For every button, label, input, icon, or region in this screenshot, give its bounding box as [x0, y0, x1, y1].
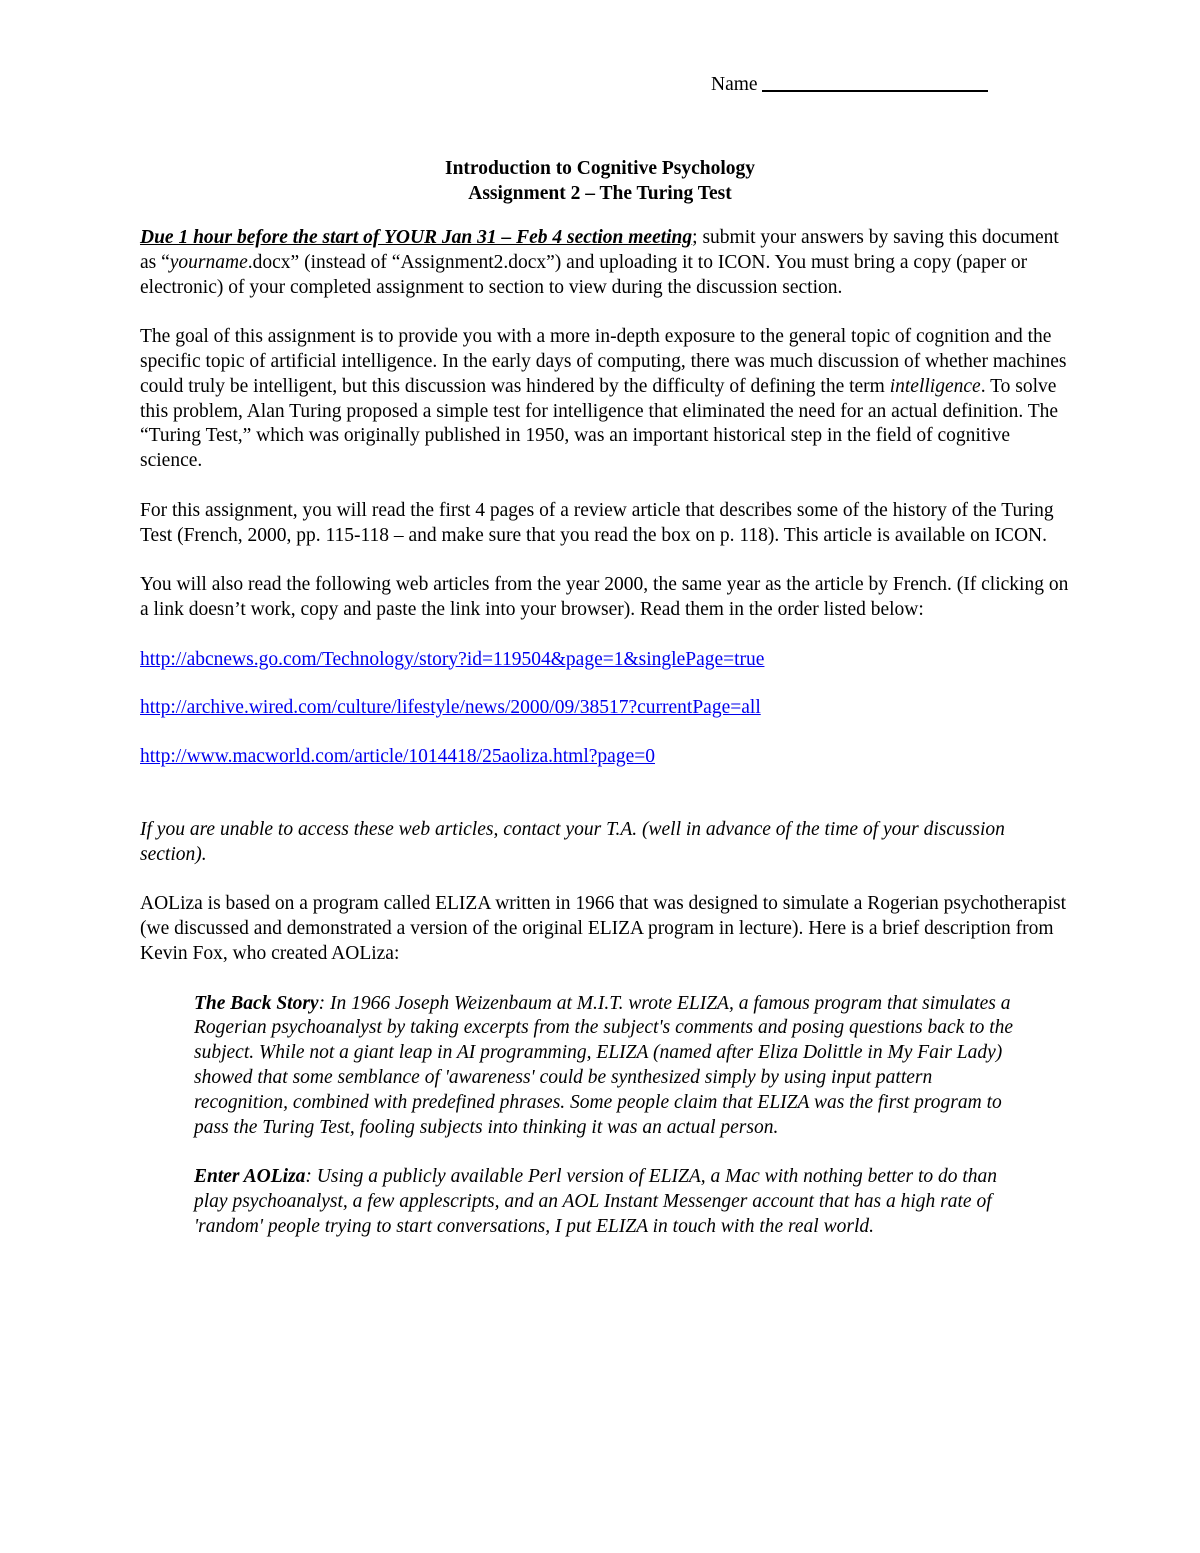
- due-date-text: Due 1 hour before the start of YOUR Jan 31 – Feb 4 section meeting: [140, 227, 693, 248]
- back-story-heading: The Back Story: [194, 992, 319, 1014]
- goal-text-b: . To solve this problem, Alan Turing proposed a simple test for intelligence that eliminated the need for an actual definition. The “Turing Test,” which was originally published in 1950, was an important historical step in the field of cognitive science.: [140, 375, 1059, 472]
- list-item: [140, 745, 1070, 770]
- name-blank[interactable]: [762, 70, 988, 92]
- enter-aoliza-heading: Enter AOLiza: [194, 1166, 306, 1188]
- list-item: [140, 648, 1070, 673]
- list-item: [140, 696, 1070, 721]
- link-list: [140, 648, 1070, 770]
- kevin-fox-quote: [194, 992, 1024, 1240]
- back-story-text: : In 1966 Joseph Weizenbaum at M.I.T. wrote ELIZA, a famous program that simulates a Rogerian psychoanalyst by taking excerpts from the subject's comments and posing questions back to the subject. While not a giant leap in AI programming, ELIZA (named after Eliza Dolittle in My Fair Lady) showed that some semblance of 'awareness' could be synthesized simply by using input pattern recognition, combined with predefined phrases. Some people claim that ELIZA was the first program to pass the Turing Test, fooling subjects into thinking it was an actual person.: [194, 992, 1014, 1138]
- abcnews-link[interactable]: http://abcnews.go.com/Technology/story?id=119504&page=1&singlePage=true: [140, 648, 765, 670]
- wired-link[interactable]: http://archive.wired.com/culture/lifestyle/news/2000/09/38517?currentPage=all: [140, 697, 761, 719]
- macworld-link[interactable]: http://www.macworld.com/article/1014418/25aoliza.html?page=0: [140, 746, 655, 768]
- paragraph-instructions: [140, 226, 1070, 300]
- instructions-text-a: ; submit your answers by saving this document as “: [140, 227, 1059, 273]
- paragraph-aoliza: AOLiza is based on a program called ELIZA written in 1966 that was designed to simulate a Rogerian psychotherapist (we discussed and demonstrated a version of the original ELIZA program in lecture). Here is a brief description from Kevin Fox, who created AOLiza:: [140, 893, 1067, 964]
- assignment-title: Assignment 2 – The Turing Test: [468, 182, 732, 204]
- document-title: [0, 157, 1200, 207]
- quote-enter-aoliza: [194, 1165, 1024, 1239]
- name-label: Name: [711, 74, 758, 95]
- intelligence-term: intelligence: [889, 375, 981, 397]
- document-body: [140, 226, 1070, 1264]
- yourname-text: yourname: [169, 251, 248, 273]
- paragraph-web-articles: You will also read the following web articles from the year 2000, the same year as the article by French. (If clicking on a link doesn’t work, copy and paste the link into your browser). Read them in the order listed below:: [140, 574, 1069, 620]
- paragraph-reading: For this assignment, you will read the first 4 pages of a review article that describes some of the history of the Turing Test (French, 2000, pp. 115-118 – and make sure that you read the box on p. 118). This article is available on ICON.: [140, 499, 1054, 546]
- enter-aoliza-text: : Using a publicly available Perl version of ELIZA, a Mac with nothing better to do than play psychoanalyst, a few applescripts, and an AOL Instant Messenger account that has a high rate of 'random' people trying to start conversations, I put ELIZA in touch with the real world.: [194, 1166, 998, 1237]
- quote-back-story: [194, 992, 1024, 1141]
- course-title: Introduction to Cognitive Psychology: [444, 158, 756, 179]
- goal-text-a: The goal of this assignment is to provide you with a more in-depth exposure to the general topic of cognition and the specific topic of artificial intelligence. In the early days of computing, there was much discussion of whether machines could truly be intelligent, but this discussion was hindered by the difficulty of defining the term: [140, 326, 1067, 397]
- paragraph-goal: [140, 325, 1070, 474]
- name-field-line: [711, 70, 988, 98]
- instructions-text-b: .docx” (instead of “Assignment2.docx”) and uploading it to ICON. You must bring a copy (paper or electronic) of your completed assignment to section to view during the discussion section.: [140, 251, 1028, 298]
- access-note: If you are unable to access these web articles, contact your T.A. (well in advance of the time of your discussion section).: [140, 818, 1005, 865]
